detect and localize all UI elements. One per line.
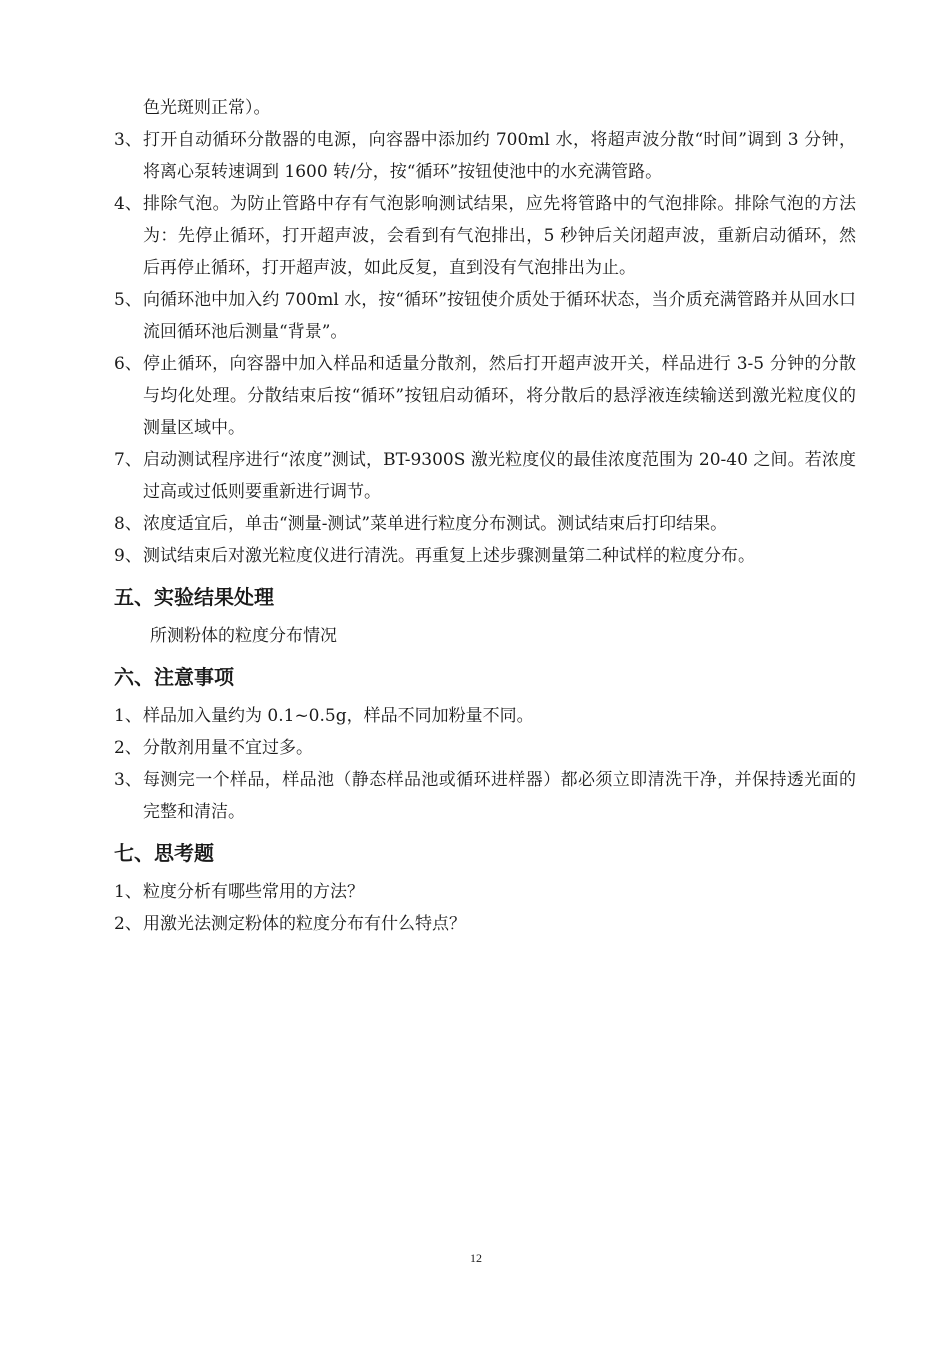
step-number: 8、 [114,514,142,534]
procedure-step [114,444,856,508]
note-text: 分散剂用量不宜过多。 [143,738,313,758]
continued-text: 色光斑则正常）。 [143,98,271,118]
step-text: 启动测试程序进行“浓度”测试，BT-9300S 激光粒度仪的最佳浓度范围为 20-40 之间。若浓度过高或过低则要重新进行调节。 [143,450,856,502]
step-number: 9、 [114,546,142,566]
page-content [114,92,856,940]
procedure-step [114,348,856,444]
step-text: 打开自动循环分散器的电源，向容器中添加约 700ml 水，将超声波分散“时间”调到 3 分钟，将离心泵转速调到 1600 转/分，按“循环”按钮使池中的水充满管路。 [143,130,856,182]
question-text: 用激光法测定粉体的粒度分布有什么特点？ [143,914,466,934]
page-number: 12 [470,1251,482,1265]
procedure-step [114,124,856,188]
step-text: 排除气泡。为防止管路中存有气泡影响测试结果，应先将管路中的气泡排除。排除气泡的方法为：先停止循环，打开超声波，会看到有气泡排出，5 秒钟后关闭超声波，重新启动循环，然后再停止循环，打开超声波，如此反复，直到没有气泡排出为止。 [143,194,856,278]
note-text: 样品加入量约为 0.1~0.5g，样品不同加粉量不同。 [143,706,534,726]
question-item [114,908,856,940]
section-heading-notes: 六、注意事项 [114,665,234,689]
procedure-step [114,188,856,284]
question-item [114,876,856,908]
note-text: 每测完一个样品，样品池（静态样品池或循环进样器）都必须立即清洗干净，并保持透光面的完整和清洁。 [143,770,856,822]
step-text: 测试结束后对激光粒度仪进行清洗。再重复上述步骤测量第二种试样的粒度分布。 [143,546,755,566]
step-number: 4、 [114,194,142,214]
question-text: 粒度分析有哪些常用的方法？ [143,882,364,902]
section-heading-results: 五、实验结果处理 [114,585,274,609]
step-text: 停止循环，向容器中加入样品和适量分散剂，然后打开超声波开关，样品进行 3-5 分钟的分散与均化处理。分散结束后按“循环”按钮启动循环，将分散后的悬浮液连续输送到激光粒度仪的测量区域中。 [143,354,856,438]
procedure-step [114,508,856,540]
note-number: 1、 [114,706,142,726]
note-item [114,764,856,828]
note-item [114,732,856,764]
procedure-step [114,540,856,572]
note-number: 3、 [114,770,142,790]
step-number: 7、 [114,450,142,470]
step-number: 5、 [114,290,142,310]
question-number: 1、 [114,882,142,902]
results-text: 所测粉体的粒度分布情况 [150,626,337,646]
note-number: 2、 [114,738,142,758]
step-number: 6、 [114,354,142,374]
step-text: 向循环池中加入约 700ml 水，按“循环”按钮使介质处于循环状态，当介质充满管路并从回水口流回循环池后测量“背景”。 [143,290,856,342]
step-number: 3、 [114,130,142,150]
note-item [114,700,856,732]
step-text: 浓度适宜后，单击“测量-测试”菜单进行粒度分布测试。测试结束后打印结果。 [143,514,728,534]
question-number: 2、 [114,914,142,934]
section-heading-questions: 七、思考题 [114,841,214,865]
procedure-step [114,284,856,348]
